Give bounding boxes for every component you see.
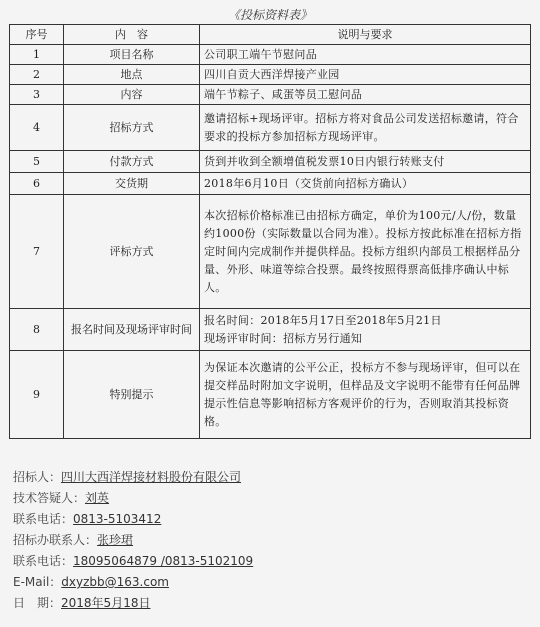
table-row (10, 173, 531, 195)
tenderer-value: 四川大西洋焊接材料股份有限公司 (61, 470, 242, 484)
row-desc (200, 309, 531, 351)
date-line (13, 593, 150, 613)
row-item (64, 309, 200, 351)
office-contact-value: 张珍珺 (97, 533, 134, 547)
table-header-row (10, 25, 531, 45)
header-no: 序号 (10, 25, 64, 45)
row-desc: 端午节粽子、咸蛋等员工慰问品 (200, 85, 531, 105)
table-row (10, 195, 531, 309)
row-desc: 邀请招标+现场评审。招标方将对食品公司发送招标邀请，符合要求的投标方参加招标方现场评审。 (200, 105, 531, 151)
office-contact-line (13, 530, 133, 550)
row-item: 内容 (64, 85, 200, 105)
row-no: 8 (10, 309, 64, 351)
row-no: 2 (10, 65, 64, 85)
row-desc: 为保证本次邀请的公平公正，投标方不参与现场评审，但可以在提交样品时附加文字说明，但样品及文字说明不能带有任何品牌提示性信息等影响招标方客观评价的行为，否则取消其投标资格。 (200, 351, 531, 439)
email-link[interactable]: dxyzbb@163.com (61, 575, 169, 589)
row-item: 交货期 (64, 173, 200, 195)
date-label: 日 期： (13, 596, 62, 610)
tech-contact-line (13, 488, 109, 508)
date-value: 2018年5月18日 (61, 596, 151, 610)
table-row (10, 105, 531, 151)
row-no: 4 (10, 105, 64, 151)
review-time-line: 现场评审时间：招标方另行通知 (204, 331, 363, 345)
row-no: 6 (10, 173, 64, 195)
tenderer-label: 招标人： (13, 470, 62, 484)
row-item: 项目名称 (64, 45, 200, 65)
office-contact-label: 招标办联系人： (13, 533, 98, 547)
row-item-text: 报名时间及现场评审时间 (71, 322, 192, 336)
row-desc: 2018年6月10日（交货前向招标方确认） (200, 173, 531, 195)
table-row (10, 351, 531, 439)
row-item: 付款方式 (64, 151, 200, 173)
tech-phone-label: 联系电话： (13, 512, 74, 526)
office-phone-value: 18095064879 /0813-5102109 (73, 554, 254, 568)
table-row (10, 65, 531, 85)
row-no: 9 (10, 351, 64, 439)
tech-contact-label: 技术答疑人： (13, 491, 86, 505)
table-row (10, 151, 531, 173)
row-item: 招标方式 (64, 105, 200, 151)
office-phone-line (13, 551, 253, 571)
header-item: 内 容 (64, 25, 200, 45)
header-desc: 说明与要求 (200, 25, 531, 45)
tech-phone-line (13, 509, 161, 529)
office-phone-label: 联系电话： (13, 554, 74, 568)
row-no: 1 (10, 45, 64, 65)
registration-time-line: 报名时间：2018年5月17日至2018年5月21日 (204, 313, 442, 327)
row-no: 3 (10, 85, 64, 105)
table-row (10, 85, 531, 105)
tenderer-line (13, 467, 241, 487)
tech-phone-value: 0813-5103412 (73, 512, 162, 526)
row-item: 评标方式 (64, 195, 200, 309)
row-no: 5 (10, 151, 64, 173)
email-label: E-Mail： (13, 575, 62, 589)
row-item: 地点 (64, 65, 200, 85)
table-row (10, 309, 531, 351)
document-title: 《投标资料表》 (227, 8, 312, 22)
row-desc: 货到并收到全额增值税发票10日内银行转账支付 (200, 151, 531, 173)
row-no: 7 (10, 195, 64, 309)
table-row (10, 45, 531, 65)
row-desc: 公司职工端午节慰问品 (200, 45, 531, 65)
email-line (13, 572, 169, 592)
row-desc: 四川自贡大西洋焊接产业园 (200, 65, 531, 85)
tech-contact-value: 刘英 (85, 491, 110, 505)
row-item: 特别提示 (64, 351, 200, 439)
bid-info-table (9, 24, 531, 439)
row-desc: 本次招标价格标准已由招标方确定，单价为100元/人/份，数量约1000份（实际数量以合同为准）。投标方按此标准在招标方指定时间内完成制作并提供样品。投标方组织内部员工根据样品分量、外形、味道等综合投票。最终按照得票高低排序确认中标人。 (200, 195, 531, 309)
